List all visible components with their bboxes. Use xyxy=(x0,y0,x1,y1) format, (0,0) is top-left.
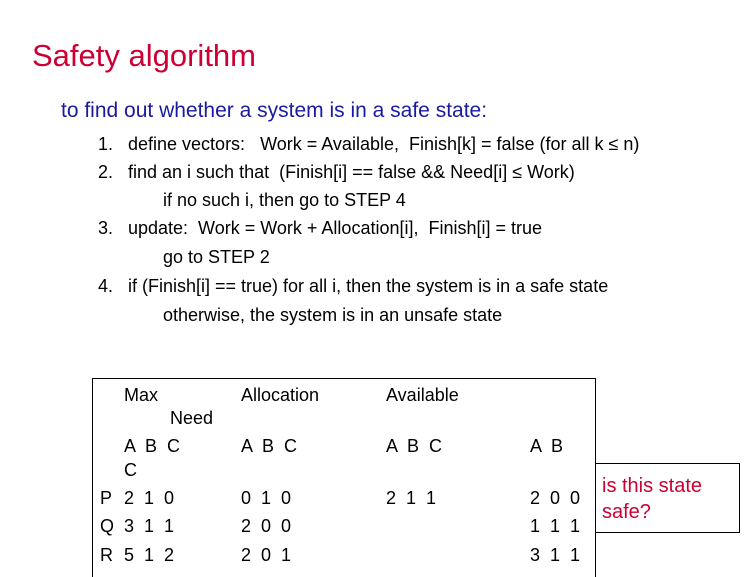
page-title: Safety algorithm xyxy=(32,38,256,73)
subheader-max: A B C xyxy=(124,436,181,456)
header-available: Available xyxy=(386,385,459,405)
table-cell-available: 2 1 1 xyxy=(386,488,437,508)
subheader-available: A B C xyxy=(386,436,443,456)
subheader-allocation: A B C xyxy=(241,436,298,456)
question-line-1: is this state xyxy=(602,475,703,497)
question-line-2: safe? xyxy=(602,501,651,523)
question-box xyxy=(595,463,740,533)
header-allocation: Allocation xyxy=(241,385,320,405)
table-cell-last: 2 0 0 xyxy=(530,488,581,508)
table-cell-last: 1 1 1 xyxy=(530,516,581,536)
row-label: P xyxy=(100,488,113,508)
row-label: R xyxy=(100,545,113,565)
header-need: Need xyxy=(170,408,214,428)
step-text: update: Work = Work + Allocation[i], Finish[i] = true xyxy=(128,218,543,238)
step-subtext: otherwise, the system is in an unsafe state xyxy=(163,305,503,325)
table-cell-max: 3 1 1 xyxy=(124,516,175,536)
header-max: Max xyxy=(124,385,159,405)
step-number: 3. xyxy=(98,218,114,238)
step-text: if (Finish[i] == true) for all i, then the system is in a safe state xyxy=(128,276,609,296)
table-cell-allocation: 2 0 1 xyxy=(241,545,292,565)
table-cell-last: 3 1 1 xyxy=(530,545,581,565)
step-text: find an i such that (Finish[i] == false && Need[i] ≤ Work) xyxy=(128,162,575,182)
step-subtext: if no such i, then go to STEP 4 xyxy=(163,190,406,210)
subheader-last: A B xyxy=(530,436,564,456)
table-cell-max: 2 1 0 xyxy=(124,488,175,508)
step-text: define vectors: Work = Available, Finish[k] = false (for all k ≤ n) xyxy=(128,134,640,154)
step-number: 2. xyxy=(98,162,114,182)
table-cell-allocation: 2 0 0 xyxy=(241,516,292,536)
table-cell-allocation: 0 1 0 xyxy=(241,488,292,508)
table-cell-max: 5 1 2 xyxy=(124,545,175,565)
step-number: 4. xyxy=(98,276,114,296)
intro-text: to find out whether a system is in a safe state: xyxy=(61,99,488,122)
row-label: Q xyxy=(100,516,115,536)
step-subtext: go to STEP 2 xyxy=(163,247,270,267)
subheader-max-wrap: C xyxy=(124,460,137,480)
step-number: 1. xyxy=(98,134,114,154)
